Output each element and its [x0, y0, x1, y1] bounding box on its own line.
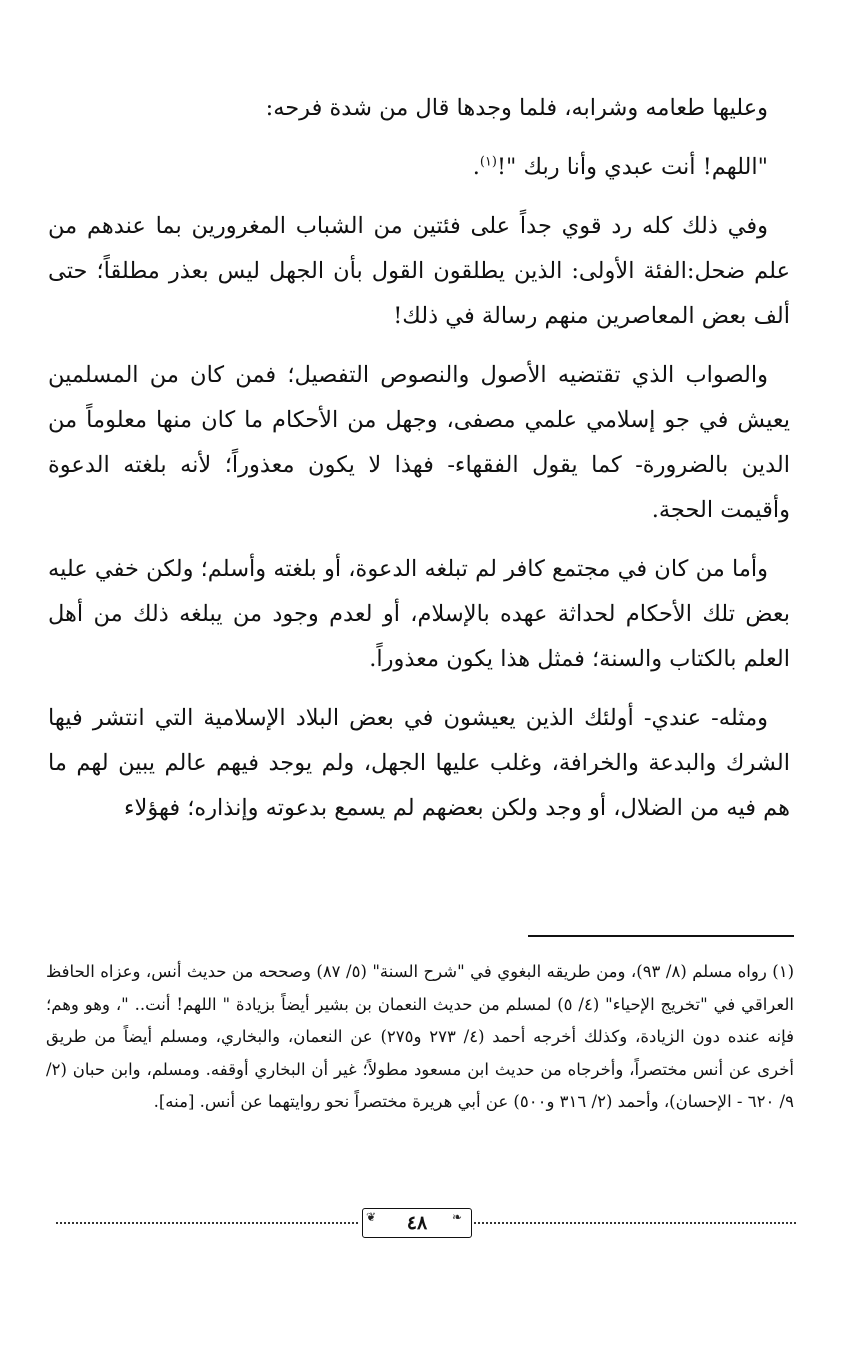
footnote-1: (١) رواه مسلم (٨/ ٩٣)، ومن طريقه البغوي في "شرح السنة" (٥/ ٨٧) وصححه من حديث أنس، وعزاه الحافظ العراقي في "تخريج الإحياء" (٤/ ٥) لمسلم من حديث النعمان بن بشير أيضاً بزيادة " اللهم! أنت.. "، وهو وهم؛ فإنه عنده دون الزيادة، وكذلك أخرجه أحمد (٤/ ٢٧٣ و٢٧٥) عن النعمان، والبخاري، ومسلم أيضاً من طريق أخرى عن أنس مختصراً، وأخرجاه من حديث ابن مسعود مطولاً؛ غير أن البخاري أوقفه. ومسلم، وابن حبان (٢/ ٩/ ٦٢٠ - الإحسان)، وأحمد (٢/ ٣١٦ و٥٠٠) عن أبي هريرة مختصراً نحو روايتهما عن أنس. [منه].: [46, 962, 794, 1111]
footnote-divider: [528, 935, 794, 937]
quote-text: "اللهم! أنت عبدي وأنا ربك "!: [496, 154, 768, 180]
page-footer: [56, 1208, 796, 1242]
paragraph-intro: وعليها طعامه وشرابه، فلما وجدها قال من شدة فرحه:: [265, 95, 768, 121]
paragraph-2: والصواب الذي تقتضيه الأصول والنصوص التفصيل؛ فمن كان من المسلمين يعيش في جو إسلامي علمي مصفى، وجهل من الأحكام ما كان منها معلوماً من الدين بالضرورة- كما يقول الفقهاء- فهذا لا يكون معذوراً؛ لأنه بلغته الدعوة وأقيمت الحجة.: [48, 362, 790, 523]
page-number: ٤٨: [406, 1212, 428, 1234]
ornament-icon: ❦: [366, 1210, 377, 1224]
main-text: [48, 86, 790, 845]
paragraph-1: وفي ذلك كله رد قوي جداً على فئتين من الشباب المغرورين بما عندهم من علم ضحل:الفئة الأولى: الذين يطلقون القول بأن الجهل ليس بعذر مطلقاً؛ حتى ألف بعض المعاصرين منهم رسالة في ذلك!: [48, 213, 790, 329]
quote-end: .: [472, 154, 480, 180]
ornament-icon: ❧: [452, 1210, 463, 1224]
footer-dotted-line-left: [56, 1222, 358, 1224]
quote-line: [48, 145, 790, 190]
paragraph-3: وأما من كان في مجتمع كافر لم تبلغه الدعوة، أو بلغته وأسلم؛ ولكن خفي عليه بعض تلك الأحكام لحداثة عهده بالإسلام، أو لعدم وجود من يبلغه ذلك من أهل العلم بالكتاب والسنة؛ فمثل هذا يكون معذوراً.: [48, 556, 790, 672]
footnotes: [46, 956, 794, 1119]
footer-dotted-line-right: [474, 1222, 796, 1224]
paragraph-4: ومثله- عندي- أولئك الذين يعيشون في بعض البلاد الإسلامية التي انتشر فيها الشرك والبدعة والخرافة، وغلب عليها الجهل، ولم يوجد فيهم عالم يبين لهم ما هم فيه من الضلال، أو وجد ولكن بعضهم لم يسمع بدعوته وإنذاره؛ فهؤلاء: [48, 705, 790, 821]
footnote-marker[interactable]: (١): [479, 154, 497, 170]
